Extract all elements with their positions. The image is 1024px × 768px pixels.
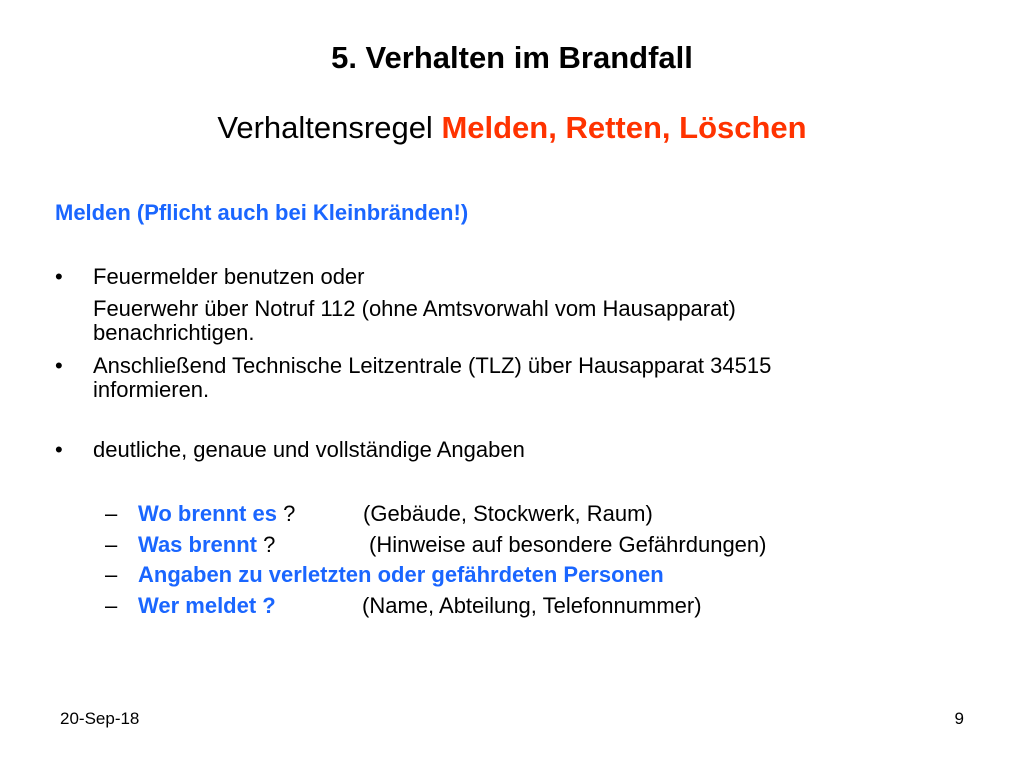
sub-item-1 <box>138 502 295 526</box>
section-heading: Melden (Pflicht auch bei Kleinbränden!) <box>55 200 469 225</box>
sub-item-suffix: ? <box>256 532 276 557</box>
bullet-marker: • <box>55 353 63 378</box>
sub-item-detail: (Gebäude, Stockwerk, Raum) <box>363 501 653 526</box>
sub-item-label: Wer meldet ? <box>138 593 276 618</box>
sub-item-label: Wo brennt es <box>138 501 277 526</box>
sub-item-suffix: ? <box>276 501 296 526</box>
slide-title: 5. Verhalten im Brandfall <box>331 40 693 75</box>
sub-item-3 <box>138 563 664 587</box>
footer-date: 20-Sep-18 <box>60 709 140 728</box>
bullet-marker: • <box>55 437 63 462</box>
dash-marker: – <box>105 593 118 618</box>
sub-item-detail: (Hinweise auf besondere Gefährdungen) <box>369 532 767 557</box>
bullet-text-1b: Feuerwehr über Notruf 112 (ohne Amtsvorwahl vom Hausapparat) benachrichtigen. <box>93 296 736 345</box>
dash-marker: – <box>105 532 118 557</box>
bullet-text-1a: Feuermelder benutzen oder <box>93 264 365 289</box>
sub-item-detail: (Name, Abteilung, Telefonnummer) <box>362 593 702 618</box>
sub-item-2 <box>138 533 275 557</box>
footer-page-number: 9 <box>954 709 964 728</box>
sub-item-4 <box>138 594 276 618</box>
subtitle-accent: Melden, Retten, Löschen <box>441 110 807 145</box>
bullet-text-3: deutliche, genaue und vollständige Angaben <box>93 437 525 462</box>
dash-marker: – <box>105 562 118 587</box>
subtitle-plain: Verhaltensregel <box>217 110 442 145</box>
bullet-text-2: Anschließend Technische Leitzentrale (TLZ) über Hausapparat 34515 informieren. <box>93 353 772 402</box>
sub-item-label: Was brennt <box>138 532 257 557</box>
dash-marker: – <box>105 501 118 526</box>
sub-item-label: Angaben zu verletzten oder gefährdeten Personen <box>138 562 664 587</box>
slide-subtitle <box>0 110 1024 146</box>
bullet-marker: • <box>55 264 63 289</box>
